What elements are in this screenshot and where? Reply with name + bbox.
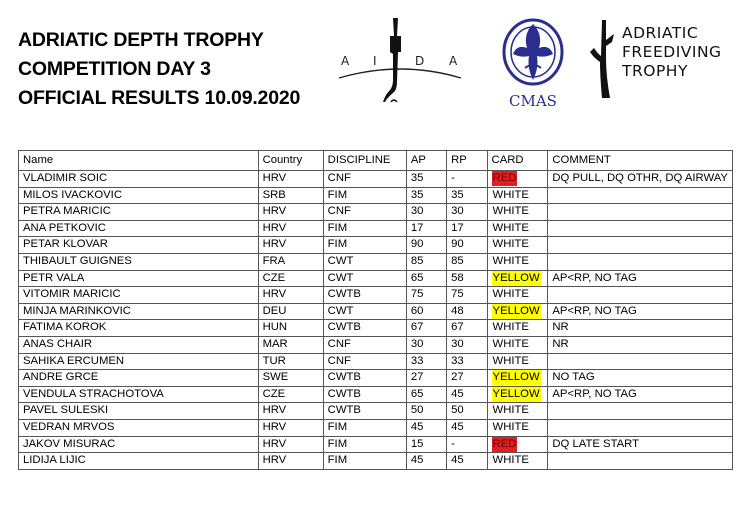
card-badge: WHITE: [492, 420, 529, 433]
cell-name: LIDIJA LIJIC: [19, 453, 259, 470]
cell-rp: 75: [447, 287, 487, 304]
cell-card: [487, 419, 548, 436]
cell-name: PAVEL SULESKI: [19, 403, 259, 420]
cell-comment: [548, 187, 733, 204]
cell-name: PETR VALA: [19, 270, 259, 287]
cell-country: HRV: [258, 403, 323, 420]
cell-ap: 90: [406, 237, 446, 254]
cell-discipline: FIM: [323, 237, 406, 254]
cell-country: HRV: [258, 237, 323, 254]
table-row: [19, 270, 733, 287]
cell-rp: 33: [447, 353, 487, 370]
cell-comment: NR: [548, 336, 733, 353]
title-line: ADRIATIC DEPTH TROPHY: [18, 29, 264, 51]
column-header-name: Name: [19, 151, 259, 171]
cell-card: [487, 220, 548, 237]
table-row: [19, 253, 733, 270]
cell-ap: 65: [406, 386, 446, 403]
cell-discipline: FIM: [323, 453, 406, 470]
cell-rp: 45: [447, 419, 487, 436]
cell-rp: 45: [447, 453, 487, 470]
cell-comment: DQ PULL, DQ OTHR, DQ AIRWAY: [548, 171, 733, 188]
table-row: [19, 386, 733, 403]
cell-comment: [548, 353, 733, 370]
cell-comment: [548, 403, 733, 420]
cmas-emblem-icon: [504, 20, 562, 84]
column-header-rp: RP: [447, 151, 487, 171]
cell-comment: [548, 237, 733, 254]
card-badge: WHITE: [492, 254, 529, 267]
table-row: [19, 303, 733, 320]
cell-comment: NO TAG: [548, 370, 733, 387]
adriatic-trophy-logo: [588, 18, 738, 100]
cell-name: VITOMIR MARICIC: [19, 287, 259, 304]
cell-discipline: FIM: [323, 220, 406, 237]
card-badge: WHITE: [492, 188, 529, 201]
cell-rp: 45: [447, 386, 487, 403]
cell-card: [487, 353, 548, 370]
cell-country: HRV: [258, 436, 323, 453]
cell-country: MAR: [258, 336, 323, 353]
table-row: [19, 403, 733, 420]
cell-discipline: CWTB: [323, 403, 406, 420]
table-row: [19, 436, 733, 453]
cell-rp: 90: [447, 237, 487, 254]
cell-name: FATIMA KOROK: [19, 320, 259, 337]
table-row: [19, 320, 733, 337]
card-badge: WHITE: [492, 454, 529, 467]
card-badge: WHITE: [492, 404, 529, 417]
cell-rp: 17: [447, 220, 487, 237]
table-row: [19, 419, 733, 436]
results-table: [18, 150, 733, 470]
cell-discipline: FIM: [323, 436, 406, 453]
cell-comment: [548, 220, 733, 237]
cell-country: FRA: [258, 253, 323, 270]
cell-card: [487, 386, 548, 403]
cell-name: VLADIMIR SOIC: [19, 171, 259, 188]
card-badge: YELLOW: [492, 387, 540, 400]
cell-country: HUN: [258, 320, 323, 337]
cell-card: [487, 237, 548, 254]
card-badge: RED: [492, 172, 517, 184]
title-line: OFFICIAL RESULTS 10.09.2020: [18, 87, 301, 109]
table-row: [19, 171, 733, 188]
cell-country: HRV: [258, 204, 323, 221]
cell-card: [487, 171, 548, 188]
cell-name: PETRA MARICIC: [19, 204, 259, 221]
page-title: [18, 26, 300, 113]
cell-rp: 85: [447, 253, 487, 270]
cell-ap: 65: [406, 270, 446, 287]
adt-line: FREEDIVING: [622, 43, 722, 61]
table-row: [19, 336, 733, 353]
cell-country: SWE: [258, 370, 323, 387]
cell-card: [487, 320, 548, 337]
card-badge: WHITE: [492, 354, 529, 367]
cell-ap: 75: [406, 287, 446, 304]
cell-ap: 35: [406, 187, 446, 204]
cell-country: SRB: [258, 187, 323, 204]
card-badge: WHITE: [492, 337, 529, 350]
cell-ap: 17: [406, 220, 446, 237]
cell-rp: 50: [447, 403, 487, 420]
card-badge: WHITE: [492, 205, 529, 218]
cell-name: VENDULA STRACHOTOVA: [19, 386, 259, 403]
aida-letter: A: [449, 54, 458, 68]
column-header-country: Country: [258, 151, 323, 171]
aida-letter: I: [373, 54, 377, 68]
cell-card: [487, 187, 548, 204]
cell-comment: NR: [548, 320, 733, 337]
aida-letter: A: [341, 54, 350, 68]
cell-country: CZE: [258, 270, 323, 287]
card-badge: YELLOW: [492, 271, 540, 284]
cell-ap: 35: [406, 171, 446, 188]
title-line: COMPETITION DAY 3: [18, 58, 211, 80]
cell-ap: 60: [406, 303, 446, 320]
cell-discipline: CWTB: [323, 370, 406, 387]
cell-name: JAKOV MISURAC: [19, 436, 259, 453]
column-header-discipline: DISCIPLINE: [323, 151, 406, 171]
cell-name: THIBAULT GUIGNES: [19, 253, 259, 270]
cell-ap: 45: [406, 419, 446, 436]
table-row: [19, 287, 733, 304]
cell-card: [487, 270, 548, 287]
cell-ap: 15: [406, 436, 446, 453]
cell-name: MINJA MARINKOVIC: [19, 303, 259, 320]
cell-rp: -: [447, 436, 487, 453]
cell-ap: 67: [406, 320, 446, 337]
cell-comment: AP<RP, NO TAG: [548, 303, 733, 320]
table-row: [19, 453, 733, 470]
card-badge: WHITE: [492, 238, 529, 251]
cell-comment: [548, 419, 733, 436]
cell-card: [487, 370, 548, 387]
cell-rp: 35: [447, 187, 487, 204]
cell-ap: 30: [406, 336, 446, 353]
cmas-logo: [497, 18, 569, 110]
cell-rp: 58: [447, 270, 487, 287]
cell-discipline: CWTB: [323, 320, 406, 337]
cell-card: [487, 436, 548, 453]
cell-comment: [548, 453, 733, 470]
table-row: [19, 204, 733, 221]
cell-ap: 27: [406, 370, 446, 387]
cell-name: VEDRAN MRVOS: [19, 419, 259, 436]
cell-rp: 48: [447, 303, 487, 320]
card-badge: WHITE: [492, 321, 529, 334]
cell-ap: 50: [406, 403, 446, 420]
card-badge: WHITE: [492, 221, 529, 234]
table-row: [19, 237, 733, 254]
cell-discipline: FIM: [323, 187, 406, 204]
cmas-text: CMAS: [509, 92, 557, 110]
cell-discipline: CWT: [323, 253, 406, 270]
cell-discipline: CWT: [323, 270, 406, 287]
cell-country: HRV: [258, 419, 323, 436]
table-header-row: [19, 151, 733, 171]
cell-discipline: CWTB: [323, 386, 406, 403]
table-row: [19, 353, 733, 370]
cell-discipline: CWT: [323, 303, 406, 320]
cell-discipline: CNF: [323, 204, 406, 221]
cell-card: [487, 336, 548, 353]
aida-letter: D: [415, 54, 425, 68]
card-badge: YELLOW: [492, 371, 540, 384]
table-row: [19, 370, 733, 387]
cell-discipline: CNF: [323, 336, 406, 353]
cell-comment: AP<RP, NO TAG: [548, 270, 733, 287]
cell-name: ANA PETKOVIC: [19, 220, 259, 237]
cell-ap: 85: [406, 253, 446, 270]
cell-card: [487, 253, 548, 270]
table-row: [19, 220, 733, 237]
diver-figure-icon: [383, 18, 401, 102]
cell-rp: 30: [447, 336, 487, 353]
column-header-comment: COMMENT: [548, 151, 733, 171]
cell-rp: 67: [447, 320, 487, 337]
cell-name: SAHIKA ERCUMEN: [19, 353, 259, 370]
cell-discipline: FIM: [323, 419, 406, 436]
cell-rp: -: [447, 171, 487, 188]
table-row: [19, 187, 733, 204]
card-badge: RED: [492, 437, 517, 450]
cell-country: HRV: [258, 220, 323, 237]
cell-comment: [548, 253, 733, 270]
cell-country: DEU: [258, 303, 323, 320]
cell-discipline: CWTB: [323, 287, 406, 304]
cell-name: ANAS CHAIR: [19, 336, 259, 353]
cell-comment: DQ LATE START: [548, 436, 733, 453]
card-badge: WHITE: [492, 288, 529, 301]
cell-rp: 27: [447, 370, 487, 387]
cell-country: HRV: [258, 453, 323, 470]
adt-line: ADRIATIC: [622, 24, 699, 42]
cell-ap: 45: [406, 453, 446, 470]
cell-country: CZE: [258, 386, 323, 403]
cell-name: MILOS IVACKOVIC: [19, 187, 259, 204]
cell-ap: 33: [406, 353, 446, 370]
cell-name: PETAR KLOVAR: [19, 237, 259, 254]
results-body: [19, 171, 733, 470]
cell-comment: AP<RP, NO TAG: [548, 386, 733, 403]
cell-card: [487, 287, 548, 304]
cell-card: [487, 303, 548, 320]
cell-card: [487, 453, 548, 470]
cell-country: HRV: [258, 287, 323, 304]
cell-rp: 30: [447, 204, 487, 221]
cell-ap: 30: [406, 204, 446, 221]
cell-discipline: CNF: [323, 171, 406, 188]
cell-country: HRV: [258, 171, 323, 188]
cell-card: [487, 403, 548, 420]
cell-comment: [548, 287, 733, 304]
card-badge: YELLOW: [492, 304, 540, 317]
cell-card: [487, 204, 548, 221]
cell-country: TUR: [258, 353, 323, 370]
trophy-fin-icon: [588, 18, 618, 100]
aida-logo: [335, 16, 465, 108]
column-header-card: CARD: [487, 151, 548, 171]
adt-line: TROPHY: [622, 62, 688, 80]
cell-name: ANDRE GRCE: [19, 370, 259, 387]
column-header-ap: AP: [406, 151, 446, 171]
cell-discipline: CNF: [323, 353, 406, 370]
cell-comment: [548, 204, 733, 221]
